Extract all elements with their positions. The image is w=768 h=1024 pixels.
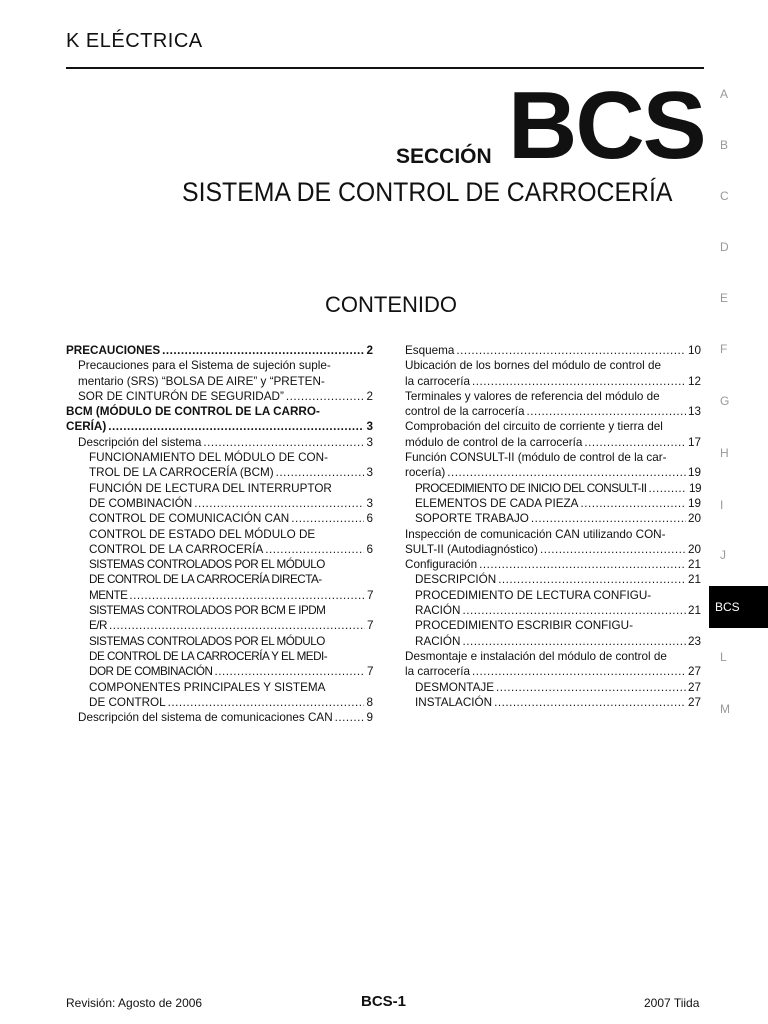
toc-leader-dots (648, 481, 687, 496)
side-tab-letter[interactable]: L (720, 650, 727, 664)
side-tab-letter[interactable]: F (720, 342, 728, 356)
toc-leader-dots (531, 511, 686, 526)
toc-entry-title: Descripción del sistema (78, 435, 202, 449)
side-tab-letter[interactable]: I (720, 498, 724, 512)
toc-entry-line: mentario (SRS) “BOLSA DE AIRE” y “PRETEN- (78, 374, 325, 388)
toc-entry-title: la carrocería (405, 665, 470, 679)
toc-leader-dots (462, 603, 686, 618)
toc-leader-dots (108, 419, 364, 434)
toc-page-number: 21 (687, 573, 701, 587)
toc-page-number: 21 (687, 558, 701, 572)
toc-entry[interactable] (66, 343, 373, 358)
side-tab-letter[interactable]: A (720, 87, 729, 101)
toc-leader-dots (203, 435, 364, 450)
toc-entry[interactable] (66, 557, 373, 603)
toc-entry-title: DESMONTAJE (415, 680, 495, 694)
toc-entry-line: Terminales y valores de referencia del módulo de (405, 389, 660, 403)
toc-page-number: 10 (687, 344, 701, 357)
toc-entry-line: Inspección de comunicación CAN utilizando CON- (405, 527, 666, 541)
toc-leader-dots (527, 404, 686, 419)
toc-leader-dots (214, 664, 365, 679)
toc-entry-title: TROL DE LA CARROCERÍA (BCM) (89, 466, 274, 480)
toc-entry-title: PRECAUCIONES (66, 344, 161, 357)
toc-entry-title: INSTALACIÓN (415, 695, 493, 709)
section-label: SECCIÓN (396, 145, 492, 168)
toc-entry[interactable] (405, 496, 701, 511)
side-tab-letter[interactable]: G (720, 394, 730, 408)
toc-leader-dots (540, 542, 686, 557)
toc-page-number: 20 (687, 542, 701, 556)
footer-revision: Revisión: Agosto de 2006 (66, 996, 203, 1010)
toc-page-number: 12 (687, 374, 701, 388)
toc-page-number: 27 (687, 695, 701, 709)
header-divider (66, 67, 704, 69)
toc-entry-title: Esquema (405, 344, 455, 357)
toc-page-number: 20 (687, 512, 701, 526)
toc-page-number: 27 (687, 665, 701, 679)
toc-entry-title: DESCRIPCIÓN (415, 573, 497, 587)
toc-leader-dots (494, 695, 686, 710)
toc-leader-dots (472, 664, 686, 679)
toc-entry-title: CONTROL DE LA CARROCERÍA (89, 542, 264, 556)
toc-entry[interactable] (405, 389, 701, 420)
toc-entry-line: Comprobación del circuito de corriente y tierra del (405, 420, 663, 434)
toc-leader-dots (447, 465, 686, 480)
toc-entry-title: SOR DE CINTURÓN DE SEGURIDAD” (78, 389, 284, 403)
toc-leader-dots (498, 572, 686, 587)
toc-entry[interactable] (405, 572, 701, 587)
toc-entry[interactable] (66, 481, 373, 512)
toc-page-number: 9 (366, 711, 373, 725)
toc-page-number: 6 (366, 542, 373, 556)
toc-entry-title: SULT-II (Autodiagnóstico) (405, 542, 538, 556)
toc-entry-title: SOPORTE TRABAJO (415, 512, 529, 526)
toc-entry[interactable] (66, 450, 373, 481)
toc-entry[interactable] (405, 419, 701, 450)
toc-entry[interactable] (405, 649, 701, 680)
toc-page-number: 23 (687, 634, 701, 648)
toc-entry-title: CERÍA) (66, 420, 107, 434)
toc-entry-line: Ubicación de los bornes del módulo de control de (405, 359, 661, 373)
toc-page-number: 3 (366, 435, 373, 449)
toc-entry[interactable] (66, 603, 373, 634)
toc-entry-line: FUNCIÓN DE LECTURA DEL INTERRUPTOR (89, 481, 332, 495)
toc-entry-title: CONTROL DE COMUNICACIÓN CAN (89, 512, 290, 526)
toc-entry-line: PROCEDIMIENTO ESCRIBIR CONFIGU- (415, 619, 633, 633)
toc-entry-title: MENTE (89, 588, 128, 602)
toc-entry-line: FUNCIONAMIENTO DEL MÓDULO DE CON- (89, 451, 328, 465)
toc-entry[interactable] (66, 358, 373, 404)
toc-entry-line: PROCEDIMIENTO DE LECTURA CONFIGU- (415, 588, 652, 602)
toc-leader-dots (479, 557, 686, 572)
toc-entry[interactable] (405, 680, 701, 695)
toc-leader-dots (462, 634, 686, 649)
side-tab-letter[interactable]: M (720, 702, 730, 716)
toc-entry-title: ELEMENTOS DE CADA PIEZA (415, 496, 579, 510)
toc-page-number: 13 (687, 405, 701, 419)
side-tab-letter[interactable]: D (720, 240, 729, 254)
footer-page-id: BCS-1 (361, 993, 407, 1010)
toc-entry[interactable] (405, 588, 701, 619)
toc-leader-dots (496, 680, 686, 695)
toc-leader-dots (129, 588, 365, 603)
toc-entry[interactable] (66, 511, 373, 526)
toc-leader-dots (109, 618, 365, 633)
toc-entry[interactable] (405, 695, 701, 710)
toc-page-number: 3 (366, 466, 373, 480)
toc-entry-line: SISTEMAS CONTROLADOS POR EL MÓDULO (89, 558, 325, 572)
toc-page-number: 17 (687, 435, 701, 449)
toc-page-number: 21 (687, 604, 701, 618)
toc-entry[interactable] (66, 680, 373, 711)
toc-entry-title: DE COMBINACIÓN (89, 496, 193, 510)
toc-page-number: 2 (366, 344, 373, 357)
toc-entry[interactable] (405, 450, 701, 481)
toc-entry[interactable] (66, 435, 373, 450)
toc-leader-dots (456, 343, 686, 358)
toc-entry-title: módulo de control de la carrocería (405, 435, 583, 449)
toc-entry[interactable] (66, 404, 373, 435)
toc-leader-dots (580, 496, 686, 511)
toc-page-number: 8 (366, 695, 373, 709)
toc-entry-title: PROCEDIMIENTO DE INICIO DEL CONSULT-II (415, 481, 647, 495)
toc-entry[interactable] (66, 527, 373, 558)
toc-entry-title: RACIÓN (415, 604, 461, 618)
toc-leader-dots (276, 465, 365, 480)
toc-entry-title: E/R (89, 619, 107, 633)
toc-leader-dots (335, 710, 365, 725)
toc-entry[interactable] (66, 710, 373, 725)
toc-entry-title: la carrocería (405, 374, 470, 388)
footer-model: 2007 Tiida (644, 996, 700, 1010)
toc-page-number: 19 (687, 466, 701, 480)
toc-page-number: 7 (366, 665, 373, 679)
toc-leader-dots (584, 435, 686, 450)
side-tab-letter[interactable]: E (720, 291, 729, 305)
toc-entry-title: DOR DE COMBINACIÓN (89, 665, 213, 679)
section-title: SISTEMA DE CONTROL DE CARROCERÍA (182, 177, 673, 207)
toc-entry-line: SISTEMAS CONTROLADOS POR EL MÓDULO (89, 634, 325, 648)
toc-page-number: 7 (366, 619, 373, 633)
toc-entry-title: DE CONTROL (89, 695, 166, 709)
section-code: BCS (508, 72, 705, 179)
toc-left-column (66, 343, 373, 725)
toc-entry[interactable] (405, 511, 701, 526)
toc-entry[interactable] (405, 358, 701, 389)
toc-page-number: 19 (688, 481, 701, 495)
toc-leader-dots (162, 343, 364, 358)
toc-leader-dots (265, 542, 364, 557)
toc-entry[interactable] (405, 557, 701, 572)
toc-entry-title: Configuración (405, 558, 478, 572)
toc-entry[interactable] (405, 343, 701, 358)
toc-leader-dots (194, 496, 364, 511)
toc-leader-dots (291, 511, 364, 526)
side-tab-letter[interactable]: J (720, 548, 726, 562)
contents-heading: CONTENIDO (325, 292, 457, 317)
toc-entry[interactable] (405, 481, 701, 496)
toc-entry-title: control de la carrocería (405, 405, 525, 419)
section-header: K ELÉCTRICA (66, 30, 203, 52)
toc-page-number: 27 (687, 680, 701, 694)
toc-entry-line: DE CONTROL DE LA CARROCERÍA Y EL MEDI- (89, 649, 328, 663)
toc-leader-dots (168, 695, 365, 710)
toc-entry-title: Descripción del sistema de comunicaciones CAN (78, 711, 333, 725)
toc-entry-line: COMPONENTES PRINCIPALES Y SISTEMA (89, 680, 326, 694)
toc-entry-line: Desmontaje e instalación del módulo de control de (405, 649, 667, 663)
toc-entry-line: Precauciones para el Sistema de sujeción suple- (78, 359, 331, 373)
toc-entry-line: CONTROL DE ESTADO DEL MÓDULO DE (89, 527, 316, 541)
toc-leader-dots (286, 389, 365, 404)
toc-entry-line: BCM (MÓDULO DE CONTROL DE LA CARRO- (66, 405, 320, 419)
toc-entry-title: rocería) (405, 466, 446, 480)
toc-leader-dots (472, 374, 686, 389)
side-tab-letter[interactable]: C (720, 189, 729, 203)
toc-page-number: 7 (366, 588, 373, 602)
side-tab-letter[interactable]: H (720, 446, 729, 460)
toc-page-number: 3 (366, 420, 373, 434)
toc-page-number: 6 (366, 512, 373, 526)
toc-page-number: 2 (366, 389, 373, 403)
side-tab-active[interactable]: BCS (709, 586, 768, 628)
side-tab-letter[interactable]: B (720, 138, 729, 152)
toc-entry-line: Función CONSULT-II (módulo de control de la car- (405, 451, 667, 465)
toc-entry[interactable] (66, 634, 373, 680)
toc-right-column (405, 343, 701, 710)
toc-entry-title: RACIÓN (415, 634, 461, 648)
toc-page-number: 19 (687, 496, 701, 510)
toc-entry[interactable] (405, 527, 701, 558)
toc-page-number: 3 (366, 496, 373, 510)
toc-entry[interactable] (405, 618, 701, 649)
toc-entry-line: SISTEMAS CONTROLADOS POR BCM E IPDM (89, 604, 326, 618)
toc-entry-line: DE CONTROL DE LA CARROCERÍA DIRECTA- (89, 573, 322, 587)
